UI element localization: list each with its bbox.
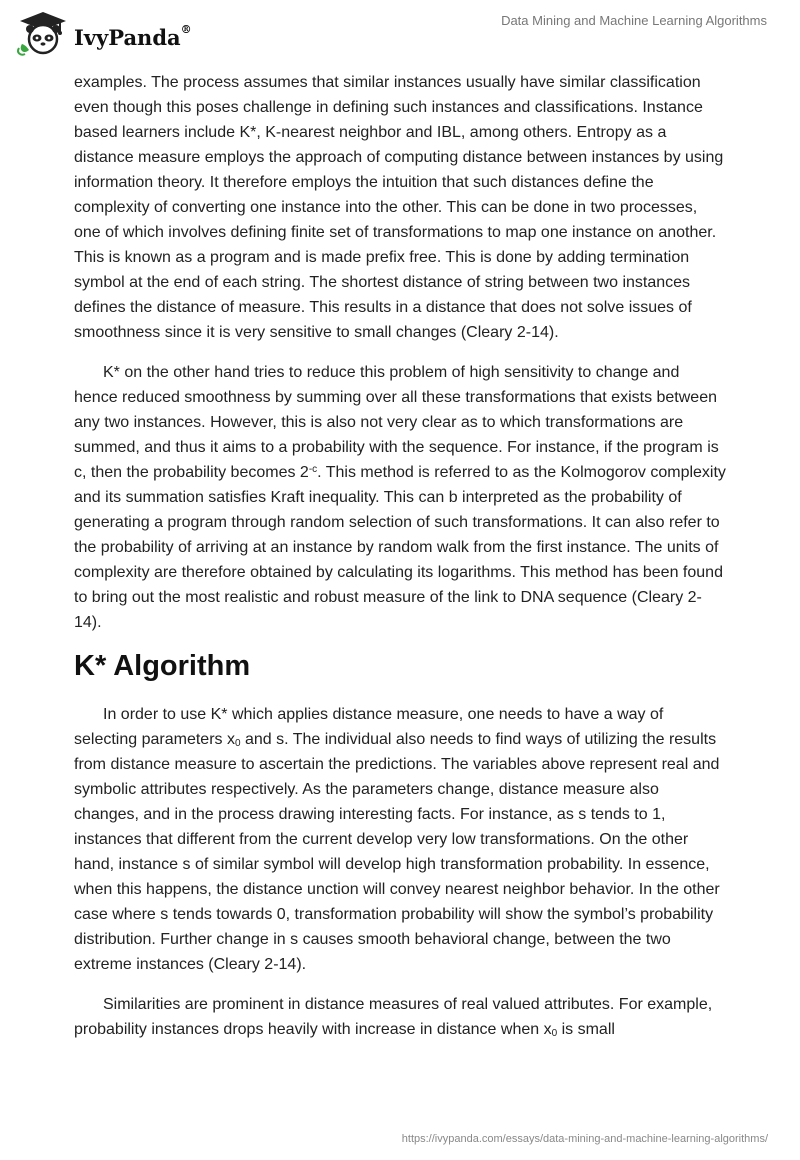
paragraph-1: examples. The process assumes that similar instances usually have similar classification even though this poses challenge in defining such instances and classifications. Instance based learners include K*, K-nearest neighbor and IBL, among others. Entropy as a distance measure employs the approach of computing distance between instances by using information theory. It therefore employs the intuition that such distances define the complexity of converting one instance into the other. This can be done in two processes, one of which involves defining finite set of transformations to map one instance on another. This is known as a program and is made prefix free. This is done by adding termination symbol at the end of each string. The shortest distance of string between two instances defines the distance of measure. This results in a distance that does not solve issues of smoothness since it is very sensitive to small changes (Cleary 2-14). xyxy=(74,74,724,341)
paragraph-3-text-b: and s. The individual also needs to find ways of utilizing the results from distance measure to ascertain the predictions. The variables above represent real and symbolic attributes respectively. As the parameters change, distance measure also changes, and in the process drawing interesting facts. For instance, as s tends to 1, instances that different from the current develop very low transformations. On the other hand, instance s of similar symbol will develop high transformation probability. In essence, when this happens, the distance unction will convey nearest neighbor behavior. In the other case where s tends towards 0, transformation probability will show the symbol’s probability distribution. Further change in s causes smooth behavioral change, between the two extreme instances (Cleary 2-14). xyxy=(74,731,720,973)
logo-text: IvyPanda xyxy=(74,25,181,50)
paragraph-2 xyxy=(74,360,726,635)
paragraph-4 xyxy=(74,992,726,1042)
essay-body xyxy=(74,70,726,1042)
subscript: 0 xyxy=(234,738,241,749)
paragraph-3 xyxy=(74,702,726,977)
paragraph-4-text-a: Similarities are prominent in distance measures of real valued attributes. For example, probability instances drops heavily with increase in distance when x xyxy=(74,996,713,1038)
exponent: -c xyxy=(308,464,318,475)
section-heading: K* Algorithm xyxy=(74,650,251,682)
panda-graduate-icon xyxy=(16,10,70,61)
site-logo[interactable] xyxy=(16,10,192,61)
paragraph-4-text-b: is small xyxy=(557,1021,615,1038)
paragraph-2-text-b: . This method is referred to as the Kolmogorov complexity and its summation satisfies Kraft inequality. This can b interpreted as the probability of generating a program through random selection of such transformations. It can also refer to the probability of arriving at an instance by random walk from the first instance. The units of complexity are therefore obtained by calculating its logarithms. This method has been found to bring out the most realistic and robust measure of the link to DNA sequence (Cleary 2-14). xyxy=(74,464,726,631)
page-header xyxy=(0,0,800,70)
logo-wordmark xyxy=(74,25,192,50)
source-url[interactable]: https://ivypanda.com/essays/data-mining-and-machine-learning-algorithms/ xyxy=(401,1133,768,1145)
subscript: 0 xyxy=(551,1028,558,1039)
paragraph-3-text-a: In order to use K* which applies distance measure, one needs to have a way of selecting parameters x xyxy=(74,706,664,748)
paragraph-2-text-a: K* on the other hand tries to reduce this problem of high sensitivity to change and hence reduced smoothness by summing over all these transformations that exists between any two instances. However, this is also not very clear as to which transformations are summed, and thus it aims to a probability with the sequence. For instance, if the program is c, then the probability becomes 2 xyxy=(74,364,719,481)
registered-mark: ® xyxy=(180,23,192,36)
document-title: Data Mining and Machine Learning Algorithms xyxy=(501,13,767,28)
